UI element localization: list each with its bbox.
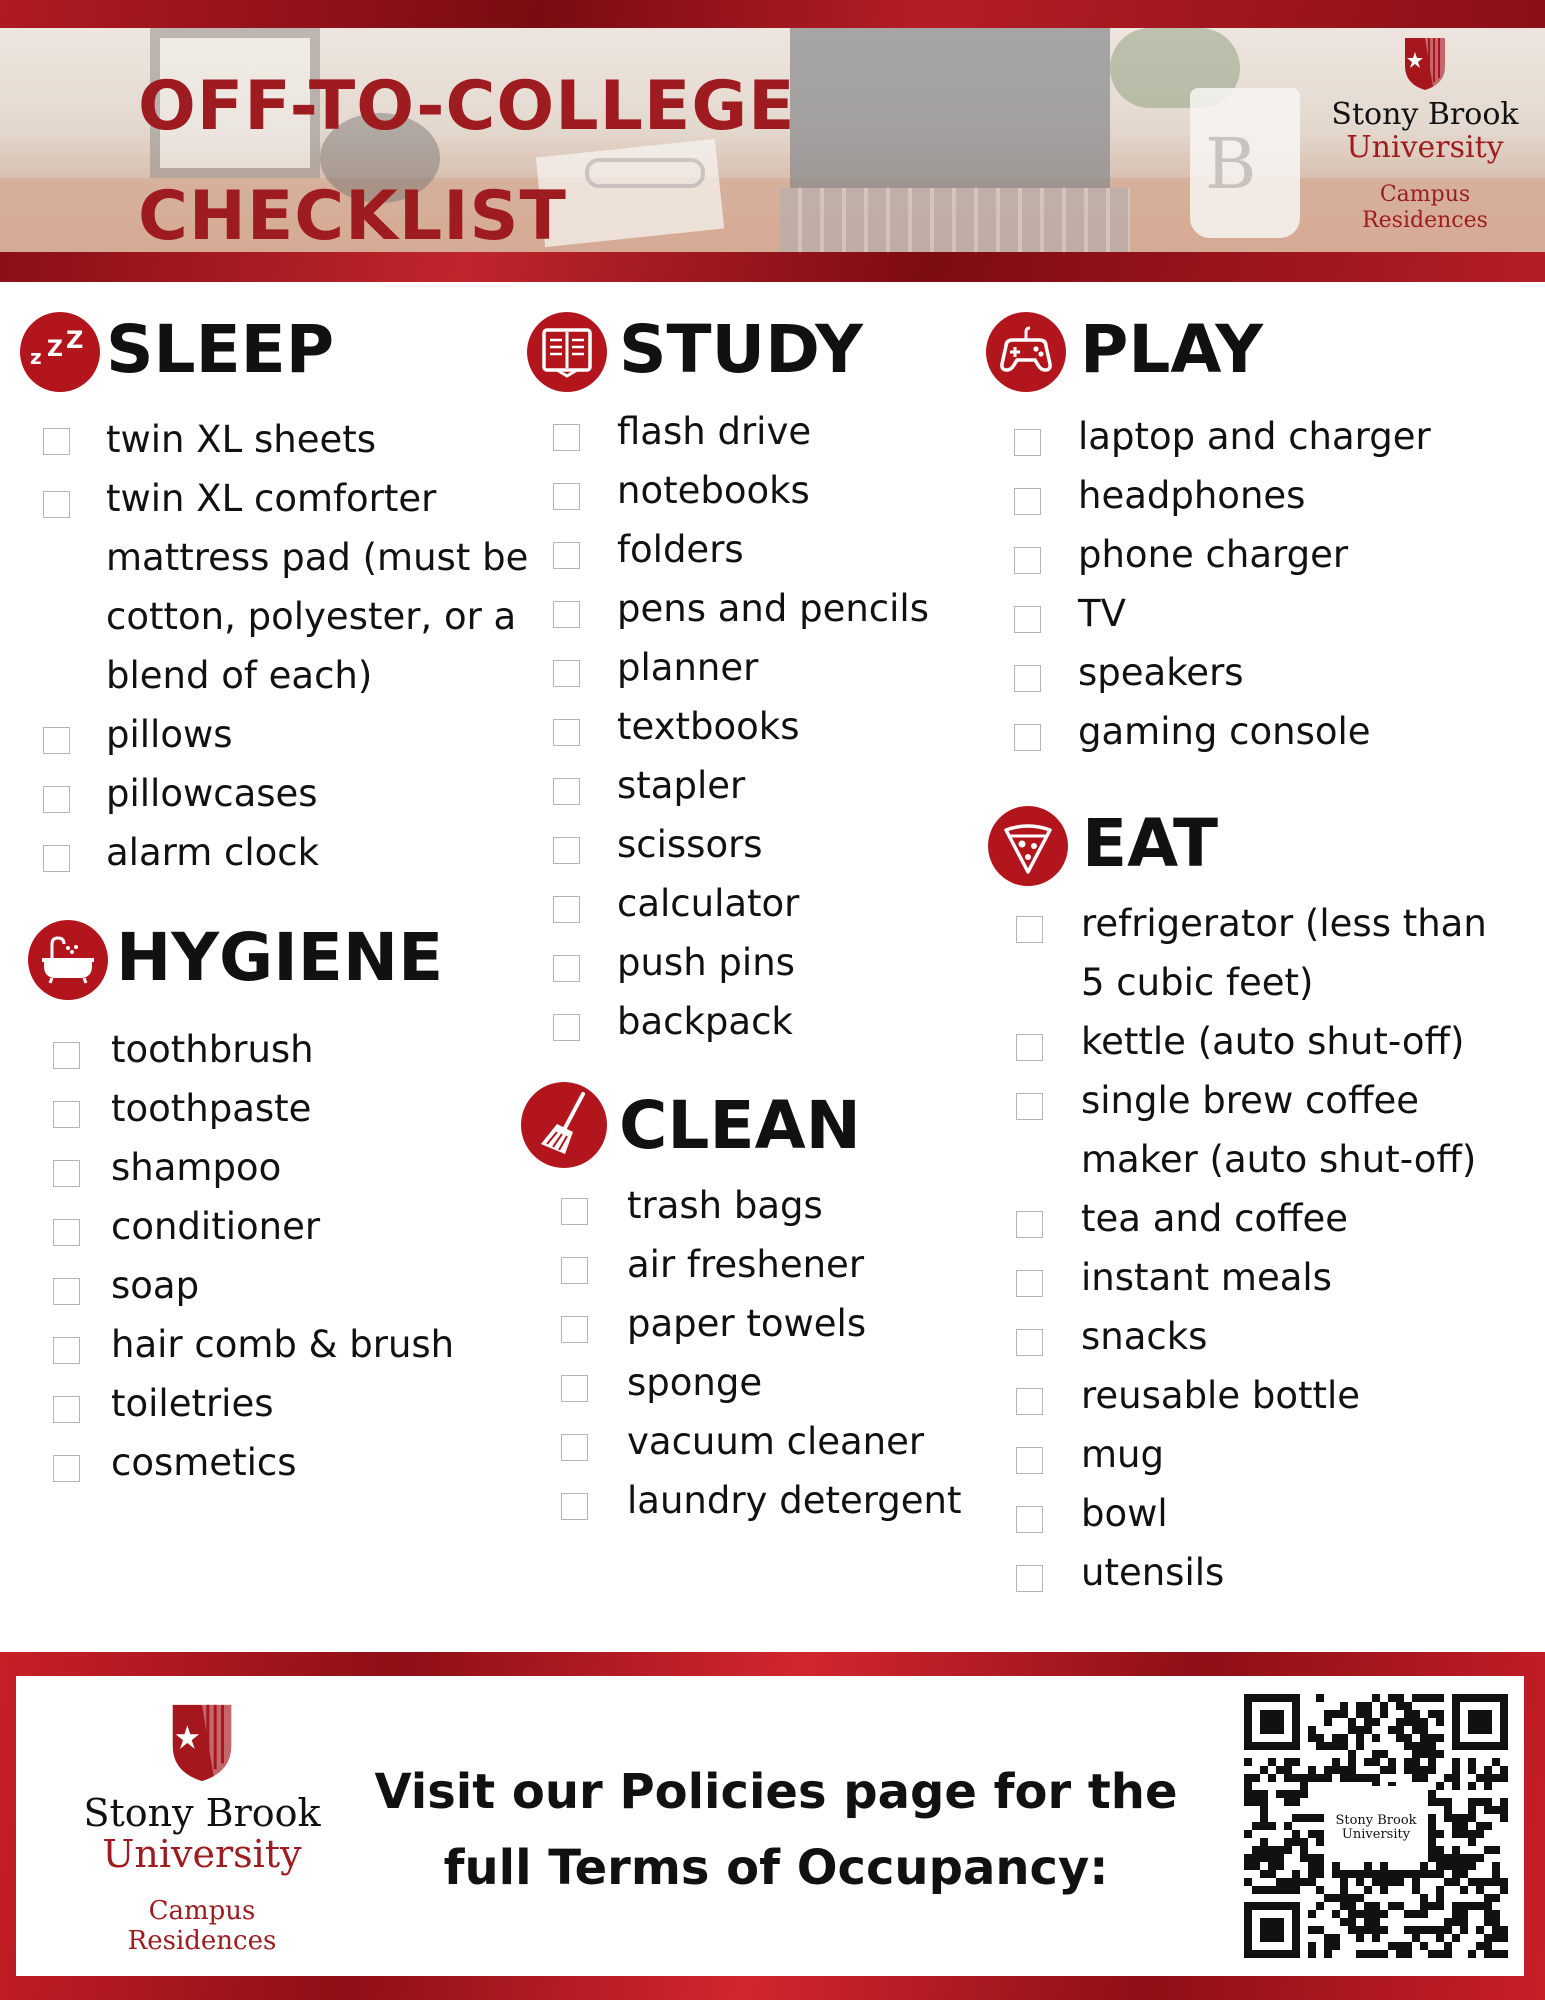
item-label: phone charger — [1078, 533, 1349, 576]
section-title: EAT — [1082, 805, 1219, 882]
footer-banner — [0, 1652, 1545, 2000]
item-label: utensils — [1081, 1551, 1225, 1594]
item-label: 5 cubic feet) — [1081, 961, 1314, 1004]
logo-department: Campus Residences — [127, 1896, 277, 1956]
list-item — [986, 525, 1526, 584]
item-label: mug — [1081, 1433, 1164, 1476]
checkbox[interactable] — [553, 601, 580, 628]
item-label: paper towels — [627, 1302, 867, 1345]
list-item — [986, 466, 1526, 525]
item-label: flash drive — [617, 410, 812, 453]
list-item — [527, 520, 967, 579]
list-item — [988, 1189, 1528, 1248]
list-item — [521, 1176, 981, 1235]
checkbox[interactable] — [561, 1257, 588, 1284]
page-title — [138, 52, 796, 272]
checkbox[interactable] — [561, 1198, 588, 1225]
item-label: shampoo — [111, 1146, 282, 1189]
section-study — [527, 312, 967, 1051]
list-item — [988, 1543, 1528, 1602]
checkbox[interactable] — [1014, 488, 1041, 515]
list-item — [988, 1366, 1528, 1425]
item-label: planner — [617, 646, 759, 689]
policy-line-2: full Terms of Occupancy: — [443, 1840, 1109, 1896]
header-top-band — [0, 0, 1545, 28]
list-item — [986, 407, 1526, 466]
page-title-line-1: OFF-TO-COLLEGE — [138, 67, 796, 146]
item-label: instant meals — [1081, 1256, 1332, 1299]
list-item — [28, 1020, 508, 1079]
list-item — [20, 469, 530, 528]
item-label: speakers — [1078, 651, 1244, 694]
university-logo — [1318, 36, 1532, 234]
checklist — [986, 407, 1526, 761]
section-header — [20, 312, 530, 392]
item-label: trash bags — [627, 1184, 823, 1227]
checkbox[interactable] — [43, 727, 70, 754]
item-label: push pins — [617, 941, 795, 984]
logo-name-line-2: University — [102, 1832, 302, 1876]
list-item — [988, 1071, 1528, 1130]
checklist — [988, 894, 1528, 1602]
item-label: air freshener — [627, 1243, 865, 1286]
page-title-line-2: CHECKLIST — [138, 177, 567, 256]
list-item — [28, 1433, 508, 1492]
checklist — [20, 410, 530, 882]
checkbox[interactable] — [1016, 1211, 1043, 1238]
item-label: pillows — [106, 713, 233, 756]
university-logo — [72, 1702, 332, 1956]
section-title: PLAY — [1080, 311, 1263, 388]
broom-icon — [521, 1082, 607, 1168]
shield-logo-icon — [1403, 36, 1447, 92]
item-label: single brew coffee — [1081, 1079, 1419, 1122]
item-label: maker (auto shut-off) — [1081, 1138, 1477, 1181]
list-item — [521, 1235, 981, 1294]
checkbox[interactable] — [1016, 1093, 1043, 1120]
checkbox[interactable] — [43, 786, 70, 813]
item-label: toiletries — [111, 1382, 274, 1425]
list-item — [988, 1425, 1528, 1484]
section-sleep — [20, 312, 530, 882]
svg-text:Z: Z — [66, 326, 84, 354]
section-header — [986, 312, 1526, 392]
section-header — [521, 1082, 981, 1168]
list-item — [527, 697, 967, 756]
qr-label-line-2: University — [1341, 1827, 1411, 1842]
item-label: scissors — [617, 823, 763, 866]
list-item — [988, 1248, 1528, 1307]
checkbox[interactable] — [53, 1219, 80, 1246]
item-label: calculator — [617, 882, 800, 925]
logo-name-line-1: Stony Brook — [1331, 97, 1519, 132]
checkbox[interactable] — [1016, 1388, 1043, 1415]
book-icon — [527, 312, 607, 392]
list-item — [20, 410, 530, 469]
logo-name-line-2: University — [1346, 130, 1504, 165]
list-item — [28, 1315, 508, 1374]
item-label: toothbrush — [111, 1028, 314, 1071]
checkbox[interactable] — [553, 424, 580, 451]
checkbox[interactable] — [553, 719, 580, 746]
list-item — [527, 992, 967, 1051]
list-item — [988, 894, 1528, 953]
list-item — [527, 874, 967, 933]
item-label: cosmetics — [111, 1441, 297, 1484]
list-item — [986, 584, 1526, 643]
checkbox[interactable] — [1016, 1506, 1043, 1533]
checkbox[interactable] — [1016, 1034, 1043, 1061]
list-item — [20, 705, 530, 764]
item-label: gaming console — [1078, 710, 1371, 753]
checkbox[interactable] — [53, 1455, 80, 1482]
item-label: sponge — [627, 1361, 763, 1404]
item-label: headphones — [1078, 474, 1306, 517]
list-item — [20, 823, 530, 882]
list-item — [20, 764, 530, 823]
item-label: cotton, polyester, or a — [106, 595, 517, 638]
checkbox[interactable] — [561, 1434, 588, 1461]
item-label: textbooks — [617, 705, 800, 748]
qr-label-line-1: Stony Brook — [1335, 1813, 1417, 1828]
checklist — [28, 1020, 508, 1492]
list-item — [20, 528, 530, 587]
checkbox[interactable] — [53, 1396, 80, 1423]
qr-center-logo — [1324, 1786, 1428, 1862]
section-title: STUDY — [619, 311, 863, 388]
section-header — [527, 312, 967, 392]
item-label: twin XL comforter — [106, 477, 437, 520]
logo-name-line-1: Stony Brook — [83, 1791, 321, 1835]
footer-panel — [16, 1676, 1524, 1976]
list-item — [527, 638, 967, 697]
list-item — [986, 643, 1526, 702]
gamepad-icon — [986, 312, 1066, 392]
section-header — [988, 806, 1528, 886]
list-item — [988, 953, 1528, 1012]
checkbox[interactable] — [43, 491, 70, 518]
list-item — [28, 1374, 508, 1433]
item-label: alarm clock — [106, 831, 320, 874]
checkbox[interactable] — [561, 1316, 588, 1343]
list-item — [521, 1471, 981, 1530]
checklist — [521, 1176, 981, 1530]
policy-line-1: Visit our Policies page for the — [374, 1764, 1178, 1820]
list-item — [20, 646, 530, 705]
checkbox[interactable] — [1014, 547, 1041, 574]
svg-text:Z: Z — [47, 337, 63, 362]
item-label: hair comb & brush — [111, 1323, 455, 1366]
section-title: SLEEP — [106, 311, 335, 388]
item-label: vacuum cleaner — [627, 1420, 925, 1463]
checkbox[interactable] — [1016, 1447, 1043, 1474]
section-play — [986, 312, 1526, 761]
list-item — [28, 1197, 508, 1256]
logo-department: Campus Residences — [1362, 182, 1488, 233]
section-clean — [521, 1082, 981, 1530]
list-item — [521, 1294, 981, 1353]
checkbox[interactable] — [53, 1278, 80, 1305]
section-header — [28, 920, 508, 1000]
checkbox[interactable] — [1014, 606, 1041, 633]
checklist — [527, 402, 967, 1051]
checkbox[interactable] — [561, 1375, 588, 1402]
checkbox[interactable] — [553, 660, 580, 687]
policy-message — [361, 1754, 1191, 1906]
item-label: kettle (auto shut-off) — [1081, 1020, 1465, 1063]
checkbox[interactable] — [553, 483, 580, 510]
item-label: snacks — [1081, 1315, 1208, 1358]
checkbox[interactable] — [1016, 1270, 1043, 1297]
section-title: HYGIENE — [116, 919, 444, 996]
checkbox[interactable] — [561, 1493, 588, 1520]
item-label: pens and pencils — [617, 587, 929, 630]
item-label: soap — [111, 1264, 200, 1307]
checkbox[interactable] — [553, 955, 580, 982]
item-label: toothpaste — [111, 1087, 312, 1130]
list-item — [28, 1079, 508, 1138]
checkbox[interactable] — [553, 1014, 580, 1041]
zzz-icon — [20, 312, 100, 392]
item-label: notebooks — [617, 469, 810, 512]
mug-letter: B — [1205, 123, 1257, 205]
checkbox[interactable] — [1014, 429, 1041, 456]
list-item — [527, 579, 967, 638]
item-label: stapler — [617, 764, 746, 807]
item-label: refrigerator (less than — [1081, 902, 1487, 945]
list-item — [988, 1012, 1528, 1071]
item-label: bowl — [1081, 1492, 1168, 1535]
list-item — [28, 1138, 508, 1197]
checkbox[interactable] — [53, 1160, 80, 1187]
bathtub-icon — [28, 920, 108, 1000]
item-label: blend of each) — [106, 654, 373, 697]
item-label: laundry detergent — [627, 1479, 962, 1522]
checkbox[interactable] — [43, 845, 70, 872]
list-item — [527, 815, 967, 874]
checkbox[interactable] — [1016, 1565, 1043, 1592]
list-item — [20, 587, 530, 646]
item-label: folders — [617, 528, 744, 571]
section-title: CLEAN — [619, 1087, 861, 1164]
checkbox[interactable] — [1016, 1329, 1043, 1356]
list-item — [988, 1307, 1528, 1366]
list-item — [527, 933, 967, 992]
section-eat — [988, 806, 1528, 1602]
item-label: mattress pad (must be — [106, 536, 529, 579]
list-item — [28, 1256, 508, 1315]
list-item — [527, 402, 967, 461]
item-label: backpack — [617, 1000, 793, 1043]
item-label: laptop and charger — [1078, 415, 1431, 458]
checkbox[interactable] — [43, 428, 70, 455]
item-label: pillowcases — [106, 772, 318, 815]
header-banner — [0, 0, 1545, 282]
svg-text:z: z — [30, 345, 42, 369]
checkbox[interactable] — [1014, 665, 1041, 692]
checkbox[interactable] — [553, 778, 580, 805]
item-label: conditioner — [111, 1205, 321, 1248]
list-item — [988, 1130, 1528, 1189]
list-item — [521, 1412, 981, 1471]
checkbox[interactable] — [553, 542, 580, 569]
item-label: tea and coffee — [1081, 1197, 1349, 1240]
checkbox[interactable] — [53, 1042, 80, 1069]
shield-logo-icon — [166, 1702, 238, 1784]
checkbox[interactable] — [53, 1101, 80, 1128]
checkbox[interactable] — [1016, 916, 1043, 943]
list-item — [521, 1353, 981, 1412]
list-item — [527, 756, 967, 815]
checkbox[interactable] — [553, 837, 580, 864]
section-hygiene — [28, 920, 508, 1492]
checkbox[interactable] — [553, 896, 580, 923]
pizza-icon — [988, 806, 1068, 886]
list-item — [986, 702, 1526, 761]
item-label: reusable bottle — [1081, 1374, 1361, 1417]
item-label: twin XL sheets — [106, 418, 377, 461]
list-item — [527, 461, 967, 520]
item-label: TV — [1078, 592, 1126, 635]
checkbox[interactable] — [53, 1337, 80, 1364]
checkbox[interactable] — [1014, 724, 1041, 751]
list-item — [988, 1484, 1528, 1543]
